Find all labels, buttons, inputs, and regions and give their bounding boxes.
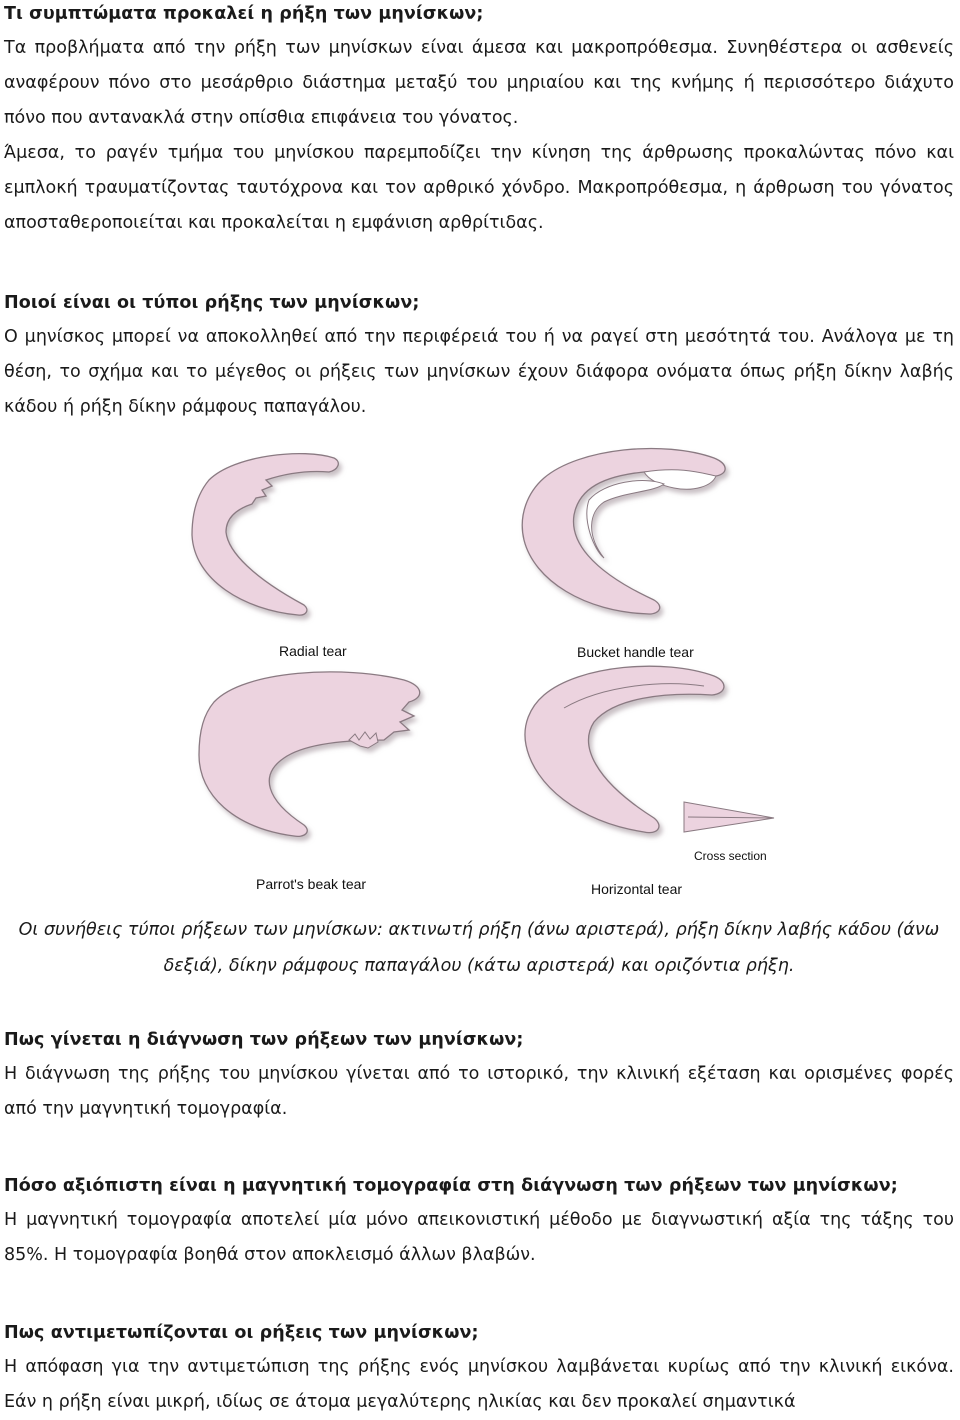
meniscus-illustration [4, 440, 960, 910]
section-types [4, 286, 954, 425]
label-horizontal-tear: Horizontal tear [591, 881, 683, 897]
parrots-beak-tear-meniscus [199, 672, 420, 836]
cross-section-wedge [684, 802, 774, 832]
bucket-handle-tear-meniscus [522, 448, 725, 614]
section-heading: Τι συμπτώματα προκαλεί η ρήξη των μηνίσκων; [4, 4, 484, 24]
paragraph: Άμεσα, το ραγέν τμήμα του μηνίσκου παρεμποδίζει την κίνηση της άρθρωσης προκαλώντας πόνο και εμπλοκή τραυματίζοντας ταυτόχρονα και τον αρθρικό χόνδρο. Μακροπρόθεσμα, η άρθρωση του γόνατος αποσταθεροποιείται και προκαλείται η εμφάνιση αρθρίτιδας. [4, 143, 954, 233]
section-heading: Πως αντιμετωπίζονται οι ρήξεις των μηνίσκων; [4, 1323, 479, 1343]
section-treatment [4, 1316, 954, 1420]
meniscus-tears-figure [4, 440, 960, 910]
section-heading: Ποιοί είναι οι τύποι ρήξης των μηνίσκων; [4, 293, 420, 313]
label-radial-tear: Radial tear [279, 643, 347, 659]
paragraph: Η απόφαση για την αντιμετώπιση της ρήξης ενός μηνίσκου λαμβάνεται κυρίως από την κλινική εικόνα. Εάν η ρήξη είναι μικρή, ιδίως σε άτομα μεγαλύτερης ηλικίας και δεν προκαλεί σημαντικά [4, 1357, 954, 1412]
radial-tear-meniscus [192, 454, 338, 615]
section-diagnosis [4, 1023, 954, 1127]
paragraph: Η μαγνητική τομογραφία αποτελεί μία μόνο απεικονιστική μέθοδο με διαγνωστική αξία της τάξης του 85%. Η τομογραφία βοηθά στον αποκλεισμό άλλων βλαβών. [4, 1210, 954, 1265]
section-heading: Πόσο αξιόπιστη είναι η μαγνητική τομογραφία στη διάγνωση των ρήξεων των μηνίσκων; [4, 1176, 898, 1196]
label-parrots-beak-tear: Parrot's beak tear [256, 876, 367, 892]
paragraph: Ο μηνίσκος μπορεί να αποκολληθεί από την περιφέρειά του ή να ραγεί στη μεσότητά του. Ανάλογα με τη θέση, το σχήμα και το μέγεθος οι ρήξεις των μηνίσκων έχουν διάφορα ονόματα όπως ρήξη δίκην λαβής κάδου ή ρήξη δίκην ράμφους παπαγάλου. [4, 327, 954, 417]
section-heading: Πως γίνεται η διάγνωση των ρήξεων των μηνίσκων; [4, 1030, 524, 1050]
paragraph: Η διάγνωση της ρήξης του μηνίσκου γίνεται από το ιστορικό, την κλινική εξέταση και ορισμένες φορές από την μαγνητική τομογραφία. [4, 1064, 954, 1119]
figure-caption: Οι συνήθεις τύποι ρήξεων των μηνίσκων: ακτινωτή ρήξη (άνω αριστερά), ρήξη δίκην λαβής κάδου (άνω δεξιά), δίκην ράμφους παπαγάλου (κάτω αριστερά) και οριζόντια ρήξη. [18, 920, 940, 976]
section-mri-reliability [4, 1169, 954, 1273]
label-bucket-handle-tear: Bucket handle tear [577, 644, 694, 660]
label-cross-section: Cross section [694, 849, 767, 863]
paragraph: Τα προβλήματα από την ρήξη των μηνίσκων είναι άμεσα και μακροπρόθεσμα. Συνηθέστερα οι ασθενείς αναφέρουν πόνο στο μεσάρθριο διάστημα μεταξύ του μηριαίου και της κνήμης ή περισσότερο διάχυτο πόνο που αντανακλά στην οπίσθια επιφάνεια του γόνατος. [4, 38, 954, 128]
section-symptoms [4, 0, 954, 241]
